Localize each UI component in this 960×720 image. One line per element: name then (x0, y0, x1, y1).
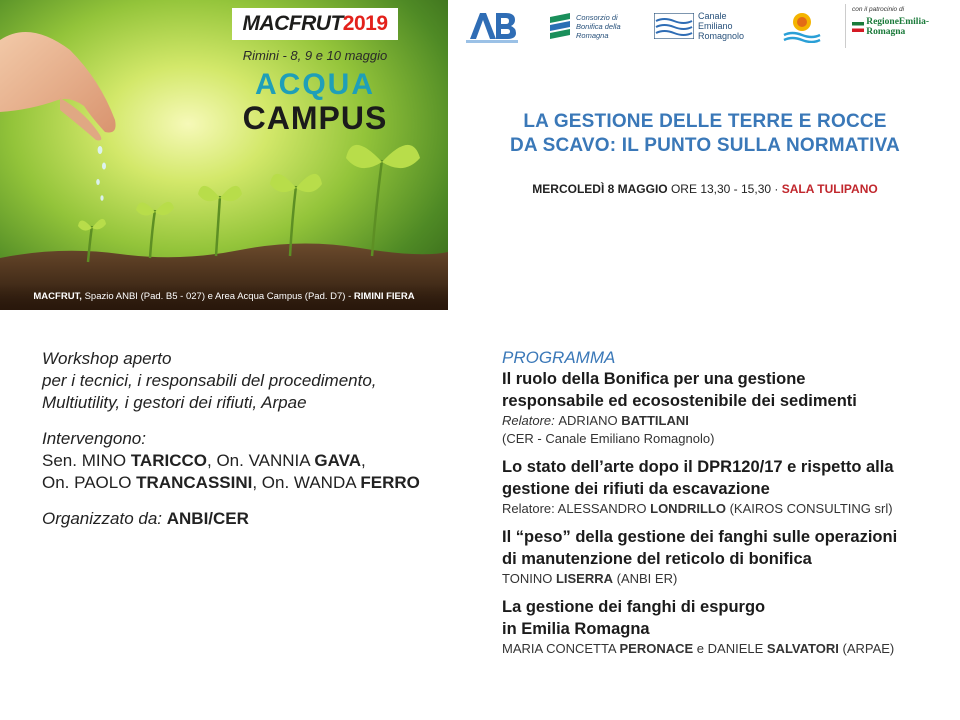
brand-name: MACFRUT (242, 12, 343, 35)
speaker-first-name: ADRIANO (558, 413, 622, 428)
speaker-role: Relatore: (502, 413, 559, 428)
cer-label (698, 11, 744, 41)
organizer-line (42, 508, 452, 530)
programme-item (502, 368, 942, 448)
cer-label-line: Canale (698, 11, 727, 21)
speaker-surname: LISERRA (555, 571, 613, 586)
regione-label-row (852, 17, 955, 37)
event-day: MERCOLEDÌ 8 MAGGIO (532, 182, 668, 196)
title-line: di manutenzione del reticolo di bonifica (502, 550, 812, 568)
speakers-text: , (360, 451, 366, 470)
macfrut-logo (232, 8, 398, 40)
speaker-text: (KAIROS CONSULTING srl) (725, 501, 893, 516)
speakers-line (42, 450, 452, 472)
event-room: SALA TULIPANO (781, 182, 878, 196)
cea-logo-icon (780, 9, 824, 43)
title-line: Il “peso” della gestione dei fanghi sulle operazioni (502, 528, 898, 546)
cer-label-line: Romagnolo (698, 31, 745, 41)
programme-item (502, 596, 942, 658)
caption-middle: Spazio ANBI (Pad. B5 - 027) e Area Acqua Campus (Pad. D7) - (81, 291, 354, 302)
title-line: Lo stato dell’arte dopo il DPR120/17 e rispetto alla (502, 458, 894, 476)
regione-label: RegioneEmilia-Romagna (866, 17, 930, 37)
speaker-text: Relatore: ALESSANDRO (502, 501, 651, 516)
programme-item-speaker (502, 412, 942, 430)
speaker-text: TONINO (502, 571, 556, 586)
speaker-text: (ARPAE) (838, 641, 895, 656)
sprouts-illustration (0, 0, 448, 310)
partner-logos (460, 4, 955, 54)
caption-bold-end: RIMINI FIERA (353, 291, 415, 302)
programme-item-speaker (502, 500, 942, 518)
bonifica-label-line: Romagna (576, 30, 609, 40)
speaker-surname: SALVATORI (766, 641, 839, 656)
bonifica-label-line: Consorzio di (576, 12, 618, 22)
speaker-surname: GAVA (314, 451, 361, 470)
programme-item-speaker (502, 640, 942, 658)
speaker-text: MARIA CONCETTA (502, 641, 620, 656)
speaker-surname: BATTILANI (621, 413, 689, 428)
speaker-surname: LONDRILLO (650, 501, 726, 516)
hero-dates: Rimini - 8, 9 e 10 maggio (242, 48, 388, 63)
title-line: Il ruolo della Bonifica per una gestione (502, 370, 806, 388)
speakers-text: , On. WANDA (252, 473, 361, 492)
speakers-text: Sen. MINO (42, 451, 131, 470)
organizer-name: ANBI/CER (166, 509, 249, 528)
anbi-logo (466, 4, 518, 48)
event-title-line: LA GESTIONE DELLE TERRE E ROCCE (523, 111, 887, 132)
event-title (470, 110, 940, 158)
consorzio-bonifica-logo (548, 4, 638, 48)
event-time: ORE 13,30 - 15,30 · (667, 182, 782, 196)
speaker-surname: TARICCO (130, 451, 207, 470)
speaker-surname: TRANCASSINI (136, 473, 253, 492)
programme-heading: PROGRAMMA (502, 348, 616, 367)
cer-logo-icon (654, 13, 694, 39)
workshop-info (42, 348, 452, 530)
bonifica-logo-icon (548, 11, 572, 41)
speakers-text: , On. VANNIA (207, 451, 315, 470)
speakers-text: On. PAOLO (42, 473, 137, 492)
speaker-surname: PERONACE (619, 641, 694, 656)
event-schedule (470, 182, 940, 196)
cer-logo (654, 4, 754, 48)
anbi-logo-icon (466, 9, 518, 43)
cea-logo (780, 4, 824, 48)
cer-label-line: Emiliano (698, 21, 733, 31)
programme (502, 348, 942, 666)
brand-year: 2019 (342, 12, 388, 35)
programme-item-affiliation: (CER - Canale Emiliano Romagnolo) (502, 431, 715, 446)
programme-item-title (502, 526, 942, 570)
speaker-text: (ANBI ER) (613, 571, 678, 586)
bonifica-label-line: Bonifica della (576, 21, 621, 31)
speaker-text: e DANIELE (693, 641, 767, 656)
hero-caption (0, 284, 448, 310)
title-line: La gestione dei fanghi di espurgo (502, 598, 766, 616)
programme-item-title (502, 368, 942, 412)
programme-item-speaker (502, 570, 942, 588)
workshop-line: Workshop aperto (42, 349, 172, 368)
programme-item (502, 526, 942, 588)
programme-item-title (502, 456, 942, 500)
hero-title-campus: CAMPUS (242, 100, 388, 136)
workshop-line: Multiutility, i gestori dei rifiuti, Arpae (42, 393, 307, 412)
caption-bold-start: MACFRUT, (33, 291, 82, 302)
title-line: gestione dei rifiuti da escavazione (502, 480, 770, 498)
event-title-line: DA SCAVO: IL PUNTO SULLA NORMATIVA (510, 135, 900, 156)
bonifica-label (576, 13, 621, 40)
programme-item (502, 456, 942, 518)
patronage-label: con il patrocinio di (852, 6, 905, 13)
programme-item-title (502, 596, 942, 640)
workshop-line: per i tecnici, i responsabili del procedimento, (42, 371, 377, 390)
speaker-surname: FERRO (360, 473, 420, 492)
hero-title-acqua: ACQUA (255, 68, 375, 101)
title-line: in Emilia Romagna (502, 620, 650, 638)
speakers-line (42, 472, 452, 494)
regione-logo (845, 4, 955, 48)
title-line: responsabile ed ecosostenibile dei sedimenti (502, 392, 857, 410)
hero-banner (0, 0, 448, 310)
organizer-label: Organizzato da: (42, 509, 167, 528)
regione-flag-icon (852, 22, 864, 32)
speakers-heading: Intervengono: (42, 429, 146, 448)
